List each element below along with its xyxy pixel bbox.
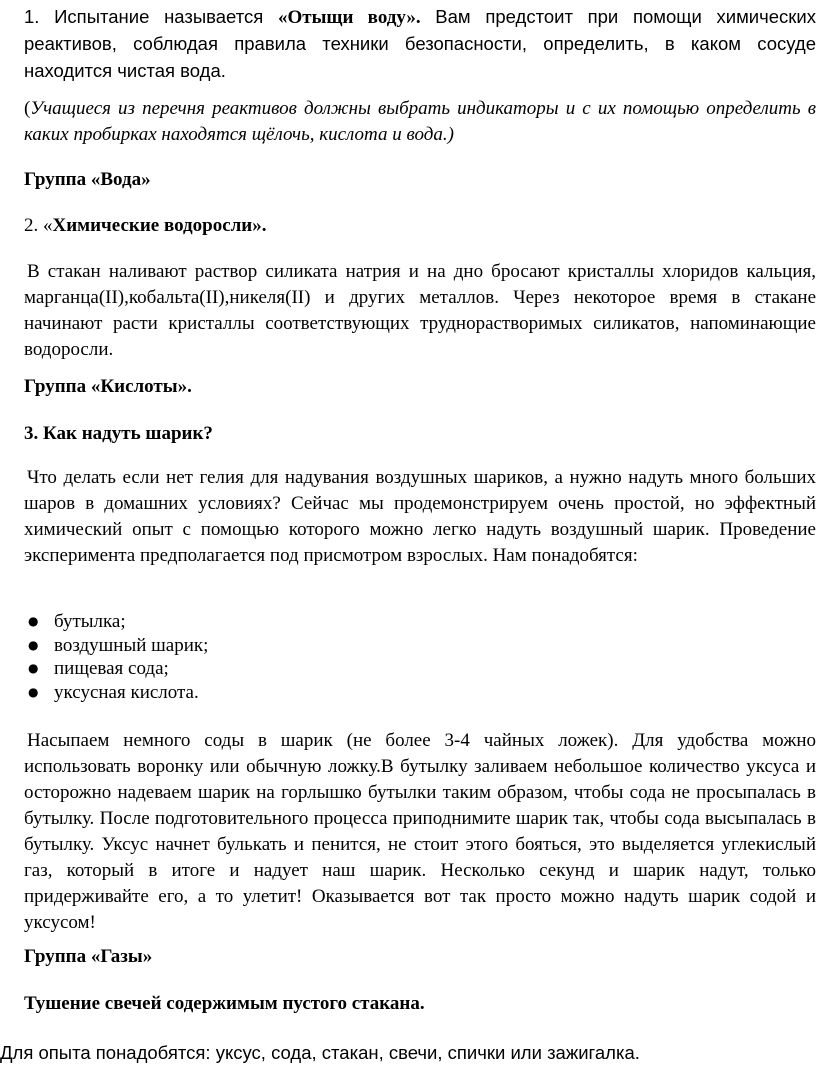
group-water-label: Группа «Вода» [24, 169, 151, 190]
task1-note [24, 96, 816, 148]
task2-title: Химические водоросли». [52, 215, 267, 236]
task1-note-text: Учащиеся из перечня реактивов должны выбрать индикаторы и с их помощью определить в каких пробирках находятся щёлочь, кислота и вода.) [24, 98, 816, 145]
task1-lead: Испытание называется [39, 6, 278, 27]
list-item [24, 634, 816, 658]
task3-title: 3. Как надуть шарик? [24, 423, 213, 444]
task3-procedure-text: Насыпаем немного соды в шарик (не более 3-4 чайных ложек). Для удобства можно использовать воронку или обычную ложку.В бутылку заливаем небольшое количество уксуса и осторожно надеваем шарик на горлышко бутылки таким образом, чтобы сода не просыпалась в бутылку. После подготовительного процесса приподнимите шарик так, чтобы сода высыпалась в бутылку. Уксус начнет булькать и пенится, не стоит этого бояться, это выделяется углекислый газ, который в итоге и надует наш шарик. Несколько секунд и шарик надут, только придерживайте его, а то улетит! Оказывается вот так просто можно надуть шарик содой и уксусом! [24, 730, 816, 933]
list-item [24, 657, 816, 681]
list-item [24, 610, 816, 634]
task1-number: 1. [24, 6, 40, 27]
list-item-text: воздушный шарик; [54, 634, 209, 656]
task2-number: 2. « [24, 215, 53, 236]
task4-materials-text: Для опыта понадобятся: уксус, сода, стакан, свечи, спички или зажигалка. [0, 1042, 640, 1063]
task2-paragraph [24, 259, 816, 363]
task4-heading [24, 991, 816, 1017]
list-item-text: уксусная кислота. [54, 681, 199, 703]
bullet-icon: ● [28, 614, 39, 628]
task1-text: Вам предстоит при помощи химических реактивов, соблюдая правила техники безопасности, определить, в каком сосуде находится чистая вода. [24, 6, 816, 81]
task3-intro [24, 465, 816, 569]
list-item-text: бутылка; [54, 611, 126, 632]
task3-heading [24, 421, 816, 447]
task3-intro-text: Что делать если нет гелия для надувания воздушных шариков, а нужно надуть много больших шаров в домашних условиях? Сейчас мы продемонстрируем очень простой, но эффектный химический опыт с помощью которого можно легко надуть воздушный шарик. Проведение эксперимента предполагается под присмотром взрослых. Нам понадобятся: [24, 467, 816, 566]
task2-heading [24, 213, 816, 239]
group-gases-label: Группа «Газы» [24, 946, 153, 967]
task1-paragraph [24, 4, 816, 85]
task1-note-open: ( [24, 98, 31, 119]
bullet-icon: ● [28, 684, 39, 699]
group-acids-label: Группа «Кислоты». [24, 376, 192, 397]
task2-text: В стакан наливают раствор силиката натрия и на дно бросают кристаллы хлоридов кальция, марганца(II),кобальта(II),никеля(II) и других металлов. Через некоторое время в стакане начинают расти кристаллы соответствующих труднорастворимых силикатов, напоминающие водоросли. [24, 261, 816, 360]
task4-materials [0, 1040, 816, 1066]
materials-list [24, 610, 816, 704]
task1-title: «Отыщи воду». [277, 7, 421, 28]
group-water-heading [24, 167, 816, 193]
list-item [24, 681, 816, 705]
bullet-icon: ● [28, 661, 39, 675]
list-item-text: пищевая сода; [54, 658, 169, 679]
group-gases-heading [24, 944, 816, 970]
task3-procedure [24, 728, 816, 936]
group-acids-heading [24, 374, 816, 400]
bullet-icon: ● [28, 637, 39, 652]
task4-title: Тушение свечей содержимым пустого стакана. [24, 993, 425, 1014]
